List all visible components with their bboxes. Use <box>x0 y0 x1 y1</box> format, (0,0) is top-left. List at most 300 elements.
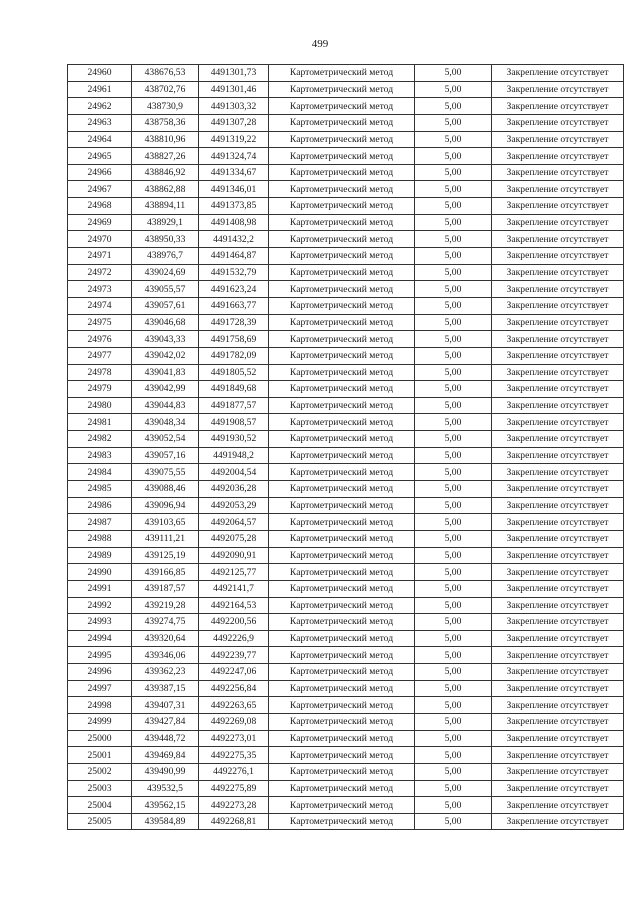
accuracy-cell: 5,00 <box>415 181 492 198</box>
y-coordinate-cell: 4491319,22 <box>199 131 269 148</box>
point-number-cell: 24973 <box>68 281 132 298</box>
table-row <box>68 813 624 830</box>
x-coordinate-cell: 439042,02 <box>132 347 199 364</box>
x-coordinate-cell: 439125,19 <box>132 547 199 564</box>
y-coordinate-cell: 4492275,35 <box>199 747 269 764</box>
method-cell: Картометрический метод <box>269 181 415 198</box>
table-row <box>68 580 624 597</box>
x-coordinate-cell: 439320,64 <box>132 630 199 647</box>
fixation-status-cell: Закрепление отсутствует <box>492 680 624 697</box>
point-number-cell: 25004 <box>68 797 132 814</box>
method-cell: Картометрический метод <box>269 214 415 231</box>
accuracy-cell: 5,00 <box>415 797 492 814</box>
x-coordinate-cell: 439043,33 <box>132 331 199 348</box>
method-cell: Картометрический метод <box>269 331 415 348</box>
method-cell: Картометрический метод <box>269 81 415 98</box>
method-cell: Картометрический метод <box>269 131 415 148</box>
table-row <box>68 763 624 780</box>
method-cell: Картометрический метод <box>269 65 415 82</box>
x-coordinate-cell: 439407,31 <box>132 697 199 714</box>
y-coordinate-cell: 4491908,57 <box>199 414 269 431</box>
method-cell: Картометрический метод <box>269 697 415 714</box>
accuracy-cell: 5,00 <box>415 98 492 115</box>
accuracy-cell: 5,00 <box>415 647 492 664</box>
fixation-status-cell: Закрепление отсутствует <box>492 547 624 564</box>
table-row <box>68 214 624 231</box>
x-coordinate-cell: 439041,83 <box>132 364 199 381</box>
accuracy-cell: 5,00 <box>415 114 492 131</box>
fixation-status-cell: Закрепление отсутствует <box>492 181 624 198</box>
x-coordinate-cell: 438810,96 <box>132 131 199 148</box>
y-coordinate-cell: 4492268,81 <box>199 813 269 830</box>
table-row <box>68 381 624 398</box>
y-coordinate-cell: 4491930,52 <box>199 431 269 448</box>
point-number-cell: 24961 <box>68 81 132 98</box>
x-coordinate-cell: 439052,54 <box>132 431 199 448</box>
fixation-status-cell: Закрепление отсутствует <box>492 331 624 348</box>
y-coordinate-cell: 4492090,91 <box>199 547 269 564</box>
x-coordinate-cell: 439048,34 <box>132 414 199 431</box>
fixation-status-cell: Закрепление отсутствует <box>492 564 624 581</box>
method-cell: Картометрический метод <box>269 164 415 181</box>
y-coordinate-cell: 4491464,87 <box>199 248 269 265</box>
method-cell: Картометрический метод <box>269 148 415 165</box>
table-row <box>68 547 624 564</box>
fixation-status-cell: Закрепление отсутствует <box>492 747 624 764</box>
method-cell: Картометрический метод <box>269 297 415 314</box>
point-number-cell: 24993 <box>68 614 132 631</box>
x-coordinate-cell: 439362,23 <box>132 664 199 681</box>
point-number-cell: 24992 <box>68 597 132 614</box>
accuracy-cell: 5,00 <box>415 431 492 448</box>
table-row <box>68 164 624 181</box>
x-coordinate-cell: 439584,89 <box>132 813 199 830</box>
fixation-status-cell: Закрепление отсутствует <box>492 297 624 314</box>
point-number-cell: 24963 <box>68 114 132 131</box>
fixation-status-cell: Закрепление отсутствует <box>492 414 624 431</box>
x-coordinate-cell: 439346,06 <box>132 647 199 664</box>
y-coordinate-cell: 4491408,98 <box>199 214 269 231</box>
x-coordinate-cell: 438862,88 <box>132 181 199 198</box>
fixation-status-cell: Закрепление отсутствует <box>492 797 624 814</box>
y-coordinate-cell: 4492273,28 <box>199 797 269 814</box>
y-coordinate-cell: 4491301,46 <box>199 81 269 98</box>
x-coordinate-cell: 439042,99 <box>132 381 199 398</box>
y-coordinate-cell: 4492141,7 <box>199 580 269 597</box>
table-row <box>68 297 624 314</box>
fixation-status-cell: Закрепление отсутствует <box>492 780 624 797</box>
method-cell: Картометрический метод <box>269 813 415 830</box>
point-number-cell: 24964 <box>68 131 132 148</box>
y-coordinate-cell: 4492226,9 <box>199 630 269 647</box>
x-coordinate-cell: 439075,55 <box>132 464 199 481</box>
method-cell: Картометрический метод <box>269 514 415 531</box>
x-coordinate-cell: 439187,57 <box>132 580 199 597</box>
y-coordinate-cell: 4492276,1 <box>199 763 269 780</box>
table-row <box>68 747 624 764</box>
accuracy-cell: 5,00 <box>415 214 492 231</box>
method-cell: Картометрический метод <box>269 364 415 381</box>
x-coordinate-cell: 439057,61 <box>132 297 199 314</box>
table-row <box>68 231 624 248</box>
accuracy-cell: 5,00 <box>415 614 492 631</box>
method-cell: Картометрический метод <box>269 647 415 664</box>
table-row <box>68 181 624 198</box>
method-cell: Картометрический метод <box>269 530 415 547</box>
x-coordinate-cell: 439219,28 <box>132 597 199 614</box>
table-body <box>68 65 624 830</box>
x-coordinate-cell: 438758,36 <box>132 114 199 131</box>
fixation-status-cell: Закрепление отсутствует <box>492 65 624 82</box>
fixation-status-cell: Закрепление отсутствует <box>492 114 624 131</box>
method-cell: Картометрический метод <box>269 381 415 398</box>
method-cell: Картометрический метод <box>269 497 415 514</box>
x-coordinate-cell: 439057,16 <box>132 447 199 464</box>
accuracy-cell: 5,00 <box>415 148 492 165</box>
x-coordinate-cell: 439166,85 <box>132 564 199 581</box>
point-number-cell: 24988 <box>68 530 132 547</box>
y-coordinate-cell: 4492075,28 <box>199 530 269 547</box>
table-row <box>68 481 624 498</box>
y-coordinate-cell: 4491728,39 <box>199 314 269 331</box>
x-coordinate-cell: 438702,76 <box>132 81 199 98</box>
accuracy-cell: 5,00 <box>415 547 492 564</box>
accuracy-cell: 5,00 <box>415 381 492 398</box>
table-row <box>68 680 624 697</box>
x-coordinate-cell: 439044,83 <box>132 397 199 414</box>
y-coordinate-cell: 4491301,73 <box>199 65 269 82</box>
fixation-status-cell: Закрепление отсутствует <box>492 164 624 181</box>
fixation-status-cell: Закрепление отсутствует <box>492 364 624 381</box>
accuracy-cell: 5,00 <box>415 514 492 531</box>
x-coordinate-cell: 439111,21 <box>132 530 199 547</box>
point-number-cell: 24982 <box>68 431 132 448</box>
point-number-cell: 25001 <box>68 747 132 764</box>
method-cell: Картометрический метод <box>269 630 415 647</box>
method-cell: Картометрический метод <box>269 713 415 730</box>
y-coordinate-cell: 4492004,54 <box>199 464 269 481</box>
fixation-status-cell: Закрепление отсутствует <box>492 264 624 281</box>
table-row <box>68 281 624 298</box>
method-cell: Картометрический метод <box>269 281 415 298</box>
point-number-cell: 24986 <box>68 497 132 514</box>
table-row <box>68 647 624 664</box>
table-row <box>68 697 624 714</box>
y-coordinate-cell: 4491948,2 <box>199 447 269 464</box>
y-coordinate-cell: 4492064,57 <box>199 514 269 531</box>
table-row <box>68 347 624 364</box>
accuracy-cell: 5,00 <box>415 630 492 647</box>
method-cell: Картометрический метод <box>269 198 415 215</box>
accuracy-cell: 5,00 <box>415 264 492 281</box>
method-cell: Картометрический метод <box>269 780 415 797</box>
x-coordinate-cell: 438676,53 <box>132 65 199 82</box>
point-number-cell: 24990 <box>68 564 132 581</box>
method-cell: Картометрический метод <box>269 397 415 414</box>
point-number-cell: 24989 <box>68 547 132 564</box>
accuracy-cell: 5,00 <box>415 530 492 547</box>
table-row <box>68 431 624 448</box>
accuracy-cell: 5,00 <box>415 65 492 82</box>
method-cell: Картометрический метод <box>269 98 415 115</box>
method-cell: Картометрический метод <box>269 797 415 814</box>
accuracy-cell: 5,00 <box>415 447 492 464</box>
method-cell: Картометрический метод <box>269 730 415 747</box>
point-number-cell: 24996 <box>68 664 132 681</box>
method-cell: Картометрический метод <box>269 231 415 248</box>
point-number-cell: 24983 <box>68 447 132 464</box>
table-row <box>68 464 624 481</box>
y-coordinate-cell: 4492247,06 <box>199 664 269 681</box>
point-number-cell: 24980 <box>68 397 132 414</box>
table-row <box>68 664 624 681</box>
table-row <box>68 98 624 115</box>
x-coordinate-cell: 438827,26 <box>132 148 199 165</box>
method-cell: Картометрический метод <box>269 114 415 131</box>
table-row <box>68 314 624 331</box>
table-row <box>68 331 624 348</box>
fixation-status-cell: Закрепление отсутствует <box>492 81 624 98</box>
point-number-cell: 24972 <box>68 264 132 281</box>
x-coordinate-cell: 438894,11 <box>132 198 199 215</box>
x-coordinate-cell: 439055,57 <box>132 281 199 298</box>
accuracy-cell: 5,00 <box>415 813 492 830</box>
point-number-cell: 24969 <box>68 214 132 231</box>
x-coordinate-cell: 439469,84 <box>132 747 199 764</box>
accuracy-cell: 5,00 <box>415 164 492 181</box>
fixation-status-cell: Закрепление отсутствует <box>492 347 624 364</box>
point-number-cell: 24995 <box>68 647 132 664</box>
point-number-cell: 24966 <box>68 164 132 181</box>
fixation-status-cell: Закрепление отсутствует <box>492 813 624 830</box>
accuracy-cell: 5,00 <box>415 297 492 314</box>
table-row <box>68 530 624 547</box>
method-cell: Картометрический метод <box>269 481 415 498</box>
method-cell: Картометрический метод <box>269 464 415 481</box>
table-row <box>68 564 624 581</box>
y-coordinate-cell: 4491432,2 <box>199 231 269 248</box>
accuracy-cell: 5,00 <box>415 580 492 597</box>
point-number-cell: 24994 <box>68 630 132 647</box>
table-row <box>68 198 624 215</box>
coordinates-table <box>67 64 624 830</box>
point-number-cell: 24962 <box>68 98 132 115</box>
method-cell: Картометрический метод <box>269 747 415 764</box>
fixation-status-cell: Закрепление отсутствует <box>492 447 624 464</box>
x-coordinate-cell: 439024,69 <box>132 264 199 281</box>
y-coordinate-cell: 4492256,84 <box>199 680 269 697</box>
accuracy-cell: 5,00 <box>415 131 492 148</box>
point-number-cell: 24985 <box>68 481 132 498</box>
method-cell: Картометрический метод <box>269 248 415 265</box>
y-coordinate-cell: 4492269,08 <box>199 713 269 730</box>
table-row <box>68 414 624 431</box>
fixation-status-cell: Закрепление отсутствует <box>492 314 624 331</box>
x-coordinate-cell: 438929,1 <box>132 214 199 231</box>
method-cell: Картометрический метод <box>269 547 415 564</box>
fixation-status-cell: Закрепление отсутствует <box>492 431 624 448</box>
point-number-cell: 24984 <box>68 464 132 481</box>
point-number-cell: 24967 <box>68 181 132 198</box>
point-number-cell: 24998 <box>68 697 132 714</box>
y-coordinate-cell: 4492275,89 <box>199 780 269 797</box>
y-coordinate-cell: 4491758,69 <box>199 331 269 348</box>
fixation-status-cell: Закрепление отсутствует <box>492 630 624 647</box>
fixation-status-cell: Закрепление отсутствует <box>492 713 624 730</box>
fixation-status-cell: Закрепление отсутствует <box>492 497 624 514</box>
fixation-status-cell: Закрепление отсутствует <box>492 231 624 248</box>
table-row <box>68 614 624 631</box>
table-row <box>68 630 624 647</box>
method-cell: Картометрический метод <box>269 597 415 614</box>
accuracy-cell: 5,00 <box>415 397 492 414</box>
x-coordinate-cell: 439532,5 <box>132 780 199 797</box>
x-coordinate-cell: 438976,7 <box>132 248 199 265</box>
accuracy-cell: 5,00 <box>415 597 492 614</box>
accuracy-cell: 5,00 <box>415 481 492 498</box>
x-coordinate-cell: 438950,33 <box>132 231 199 248</box>
fixation-status-cell: Закрепление отсутствует <box>492 148 624 165</box>
table-row <box>68 514 624 531</box>
point-number-cell: 24965 <box>68 148 132 165</box>
y-coordinate-cell: 4491805,52 <box>199 364 269 381</box>
accuracy-cell: 5,00 <box>415 730 492 747</box>
y-coordinate-cell: 4491324,74 <box>199 148 269 165</box>
method-cell: Картометрический метод <box>269 580 415 597</box>
y-coordinate-cell: 4492263,65 <box>199 697 269 714</box>
point-number-cell: 24970 <box>68 231 132 248</box>
table-row <box>68 81 624 98</box>
point-number-cell: 24991 <box>68 580 132 597</box>
table-row <box>68 364 624 381</box>
method-cell: Картометрический метод <box>269 264 415 281</box>
x-coordinate-cell: 439427,84 <box>132 713 199 730</box>
method-cell: Картометрический метод <box>269 680 415 697</box>
y-coordinate-cell: 4491849,68 <box>199 381 269 398</box>
x-coordinate-cell: 439448,72 <box>132 730 199 747</box>
y-coordinate-cell: 4491663,77 <box>199 297 269 314</box>
table-row <box>68 148 624 165</box>
table-row <box>68 597 624 614</box>
accuracy-cell: 5,00 <box>415 364 492 381</box>
point-number-cell: 25000 <box>68 730 132 747</box>
accuracy-cell: 5,00 <box>415 248 492 265</box>
fixation-status-cell: Закрепление отсутствует <box>492 514 624 531</box>
y-coordinate-cell: 4491334,67 <box>199 164 269 181</box>
table-row <box>68 114 624 131</box>
table-row <box>68 248 624 265</box>
method-cell: Картометрический метод <box>269 564 415 581</box>
x-coordinate-cell: 439387,15 <box>132 680 199 697</box>
fixation-status-cell: Закрепление отсутствует <box>492 481 624 498</box>
point-number-cell: 24974 <box>68 297 132 314</box>
y-coordinate-cell: 4492164,53 <box>199 597 269 614</box>
fixation-status-cell: Закрепление отсутствует <box>492 214 624 231</box>
fixation-status-cell: Закрепление отсутствует <box>492 730 624 747</box>
x-coordinate-cell: 438846,92 <box>132 164 199 181</box>
table-row <box>68 65 624 82</box>
accuracy-cell: 5,00 <box>415 713 492 730</box>
accuracy-cell: 5,00 <box>415 747 492 764</box>
x-coordinate-cell: 439562,15 <box>132 797 199 814</box>
accuracy-cell: 5,00 <box>415 231 492 248</box>
accuracy-cell: 5,00 <box>415 281 492 298</box>
x-coordinate-cell: 439088,46 <box>132 481 199 498</box>
method-cell: Картометрический метод <box>269 347 415 364</box>
accuracy-cell: 5,00 <box>415 780 492 797</box>
accuracy-cell: 5,00 <box>415 198 492 215</box>
accuracy-cell: 5,00 <box>415 564 492 581</box>
table-row <box>68 730 624 747</box>
y-coordinate-cell: 4492200,56 <box>199 614 269 631</box>
fixation-status-cell: Закрепление отсутствует <box>492 131 624 148</box>
table-row <box>68 797 624 814</box>
table-row <box>68 447 624 464</box>
y-coordinate-cell: 4491782,09 <box>199 347 269 364</box>
y-coordinate-cell: 4491877,57 <box>199 397 269 414</box>
y-coordinate-cell: 4492036,28 <box>199 481 269 498</box>
y-coordinate-cell: 4491623,24 <box>199 281 269 298</box>
x-coordinate-cell: 439096,94 <box>132 497 199 514</box>
point-number-cell: 25002 <box>68 763 132 780</box>
accuracy-cell: 5,00 <box>415 331 492 348</box>
y-coordinate-cell: 4491303,32 <box>199 98 269 115</box>
accuracy-cell: 5,00 <box>415 81 492 98</box>
method-cell: Картометрический метод <box>269 414 415 431</box>
point-number-cell: 24976 <box>68 331 132 348</box>
accuracy-cell: 5,00 <box>415 497 492 514</box>
fixation-status-cell: Закрепление отсутствует <box>492 464 624 481</box>
table-row <box>68 713 624 730</box>
page-number: 499 <box>311 38 329 50</box>
accuracy-cell: 5,00 <box>415 314 492 331</box>
point-number-cell: 24975 <box>68 314 132 331</box>
fixation-status-cell: Закрепление отсутствует <box>492 530 624 547</box>
y-coordinate-cell: 4491346,01 <box>199 181 269 198</box>
point-number-cell: 24977 <box>68 347 132 364</box>
fixation-status-cell: Закрепление отсутствует <box>492 580 624 597</box>
table-row <box>68 397 624 414</box>
method-cell: Картометрический метод <box>269 664 415 681</box>
table-row <box>68 264 624 281</box>
table-row <box>68 131 624 148</box>
fixation-status-cell: Закрепление отсутствует <box>492 614 624 631</box>
fixation-status-cell: Закрепление отсутствует <box>492 198 624 215</box>
fixation-status-cell: Закрепление отсутствует <box>492 381 624 398</box>
point-number-cell: 24999 <box>68 713 132 730</box>
fixation-status-cell: Закрепление отсутствует <box>492 597 624 614</box>
fixation-status-cell: Закрепление отсутствует <box>492 697 624 714</box>
y-coordinate-cell: 4491373,85 <box>199 198 269 215</box>
point-number-cell: 24968 <box>68 198 132 215</box>
accuracy-cell: 5,00 <box>415 697 492 714</box>
method-cell: Картометрический метод <box>269 614 415 631</box>
accuracy-cell: 5,00 <box>415 763 492 780</box>
accuracy-cell: 5,00 <box>415 347 492 364</box>
y-coordinate-cell: 4491532,79 <box>199 264 269 281</box>
x-coordinate-cell: 439046,68 <box>132 314 199 331</box>
y-coordinate-cell: 4492239,77 <box>199 647 269 664</box>
x-coordinate-cell: 439103,65 <box>132 514 199 531</box>
point-number-cell: 24981 <box>68 414 132 431</box>
point-number-cell: 24960 <box>68 65 132 82</box>
accuracy-cell: 5,00 <box>415 680 492 697</box>
method-cell: Картометрический метод <box>269 314 415 331</box>
fixation-status-cell: Закрепление отсутствует <box>492 397 624 414</box>
y-coordinate-cell: 4491307,28 <box>199 114 269 131</box>
point-number-cell: 24997 <box>68 680 132 697</box>
y-coordinate-cell: 4492125,77 <box>199 564 269 581</box>
